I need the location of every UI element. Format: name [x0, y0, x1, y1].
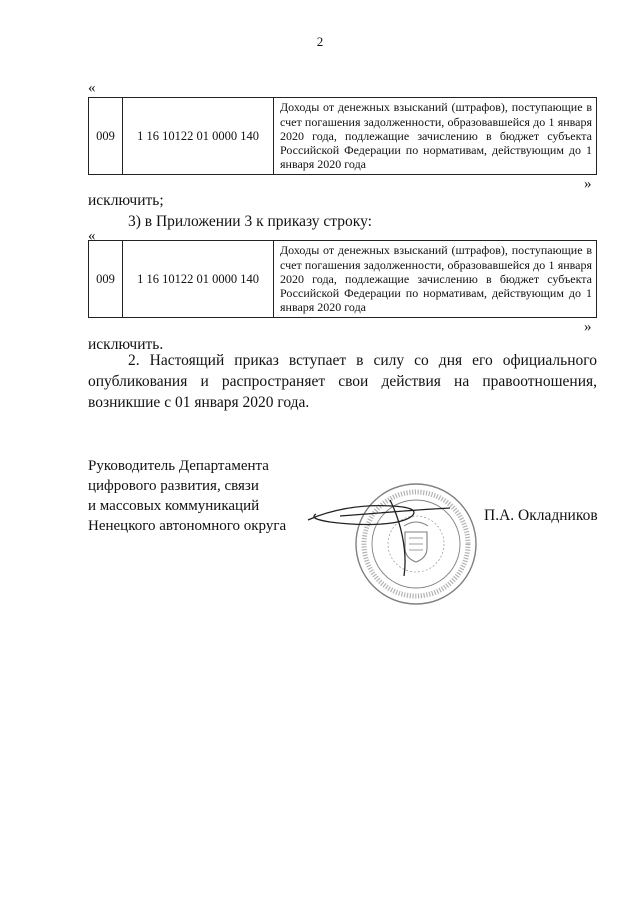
close-quote-2: »	[584, 319, 592, 335]
item-2-paragraph: 2. Настоящий приказ вступает в силу со дня его официального опубликования и распространяет свои действия на правоотношения, возникшие с 01 января 2020 года.	[88, 352, 597, 411]
open-quote-1: «	[88, 80, 96, 96]
position-line: цифрового развития, связи	[88, 478, 259, 494]
table-row	[89, 98, 597, 175]
description-cell: Доходы от денежных взысканий (штрафов), поступающие в счет погашения задолженности, образовавшейся до 1 января 2020 года, подлежащие зачислению в бюджет субъекта Российской Федерации по нормативам, действующим до 1 января 2020 года	[274, 241, 597, 318]
budget-code-table-1	[88, 97, 597, 175]
position-line: Ненецкого автономного округа	[88, 518, 287, 534]
exclude-text-2: исключить.	[88, 336, 164, 353]
admin-code-cell: 009	[89, 241, 123, 318]
page-number: 2	[316, 34, 324, 49]
handwritten-signature	[308, 500, 450, 576]
admin-code-cell: 009	[89, 98, 123, 175]
item-3-text: 3) в Приложении 3 к приказу строку:	[128, 213, 372, 230]
official-seal	[356, 484, 476, 604]
signature-and-seal	[300, 480, 480, 610]
exclude-text-1: исключить;	[88, 192, 164, 209]
signatory-position	[88, 456, 318, 536]
table-row	[89, 241, 597, 318]
position-line: и массовых коммуникаций	[88, 498, 260, 514]
signer-name: П.А. Окладников	[484, 507, 598, 524]
close-quote-1: »	[584, 176, 592, 192]
kbk-code-cell: 1 16 10122 01 0000 140	[123, 98, 274, 175]
budget-code-table-2	[88, 240, 597, 318]
kbk-code-cell: 1 16 10122 01 0000 140	[123, 241, 274, 318]
open-quote-2: «	[88, 228, 96, 244]
description-cell: Доходы от денежных взысканий (штрафов), поступающие в счет погашения задолженности, образовавшейся до 1 января 2020 года, подлежащие зачислению в бюджет субъекта Российской Федерации по нормативам, действующим до 1 января 2020 года	[274, 98, 597, 175]
position-line: Руководитель Департамента	[88, 458, 269, 474]
